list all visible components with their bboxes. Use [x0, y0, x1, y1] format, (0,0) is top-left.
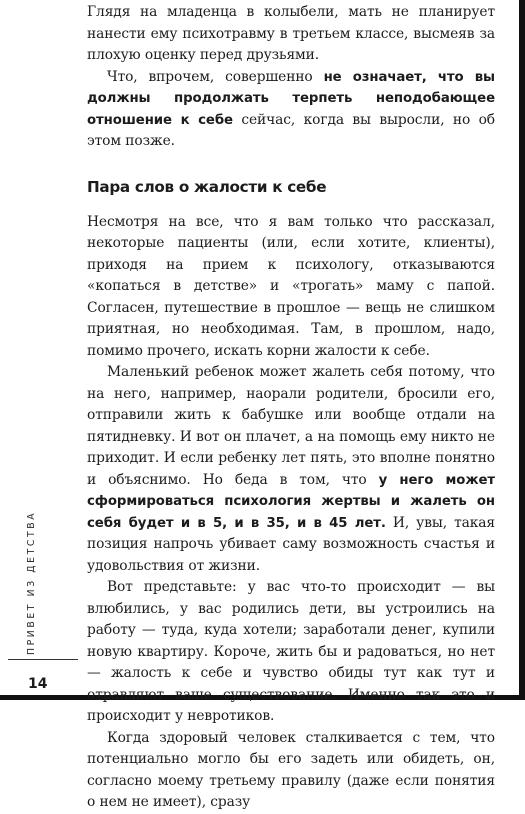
section-heading: Пара слов о жалости к себе: [87, 177, 327, 196]
paragraph-2-emphasis: не означает, что вы должны продолжать терпеть неподобающее отношение к себе: [87, 69, 495, 128]
running-head: [26, 510, 42, 655]
running-head-text: ПРИВЕТ ИЗ ДЕТСТВА: [26, 510, 37, 655]
paragraph-4-text-b: И, увы, такая позиция напрочь убивает саму возможность счастья и удовольствия от жизни.: [87, 514, 495, 574]
footer-rule: [8, 659, 78, 660]
paragraph-2-text-a: Что, впрочем, совершенно: [107, 68, 324, 85]
paragraph-4-text-a: Маленький ребенок может жалеть себя потому, что на него, например, наорали родители, бросили его, отправили жить к бабушке или вообще отдали на пятидневку. И вот он плачет, а на помощь ему никто не приходит. И если ребенку лет пять, это вполне понятно и объяснимо. Но беда в том, что: [87, 364, 495, 488]
paragraph-6: Когда здоровый человек сталкивается с тем, что потенциально могло бы его задеть или обидеть, он, согласно моему третьему правилу (даже если понятия о нем не имеет), сразу: [87, 729, 495, 810]
scan-edge-right: [519, 0, 525, 700]
paragraph-1: Глядя на младенца в колыбели, мать не планирует нанести ему психотравму в третьем классе, высмеяв за плохую оценку перед друзьями.: [87, 4, 495, 63]
paragraph-2-text-b: сейчас, когда вы выросли, но об этом позже.: [87, 111, 495, 149]
body-text: [87, 2, 495, 814]
paragraph-3: Несмотря на все, что я вам только что рассказал, некоторые пациенты (или, если хотите, клиенты), приходя на прием к психологу, отказываются «копаться в детстве» и «трогать» маму с папой. Согласен, путешествие в прошлое — вещь не слишком приятная, но необходимая. Там, в прошлом, надо, помимо прочего, искать корни жалости к себе.: [87, 213, 495, 359]
paragraph-5: Вот представьте: у вас что-то происходит — вы влюбились, у вас родились дети, вы устроились на работу — туда, куда хотели; заработали денег, купили новую квартиру. Короче, жить бы и радоваться, но нет — жалость к себе и чувство обиды тут как тут и отравляют ваше существование. Именно так это и происходит у невротиков.: [87, 579, 495, 724]
paragraph-2: [87, 67, 495, 153]
paragraph-4: [87, 362, 495, 577]
page-number: 14: [28, 676, 48, 692]
paragraph-4-emphasis: у него может сформироваться психология жертвы и жалеть он себя будет и в 5, и в 35, и в 45 лет.: [87, 472, 495, 531]
